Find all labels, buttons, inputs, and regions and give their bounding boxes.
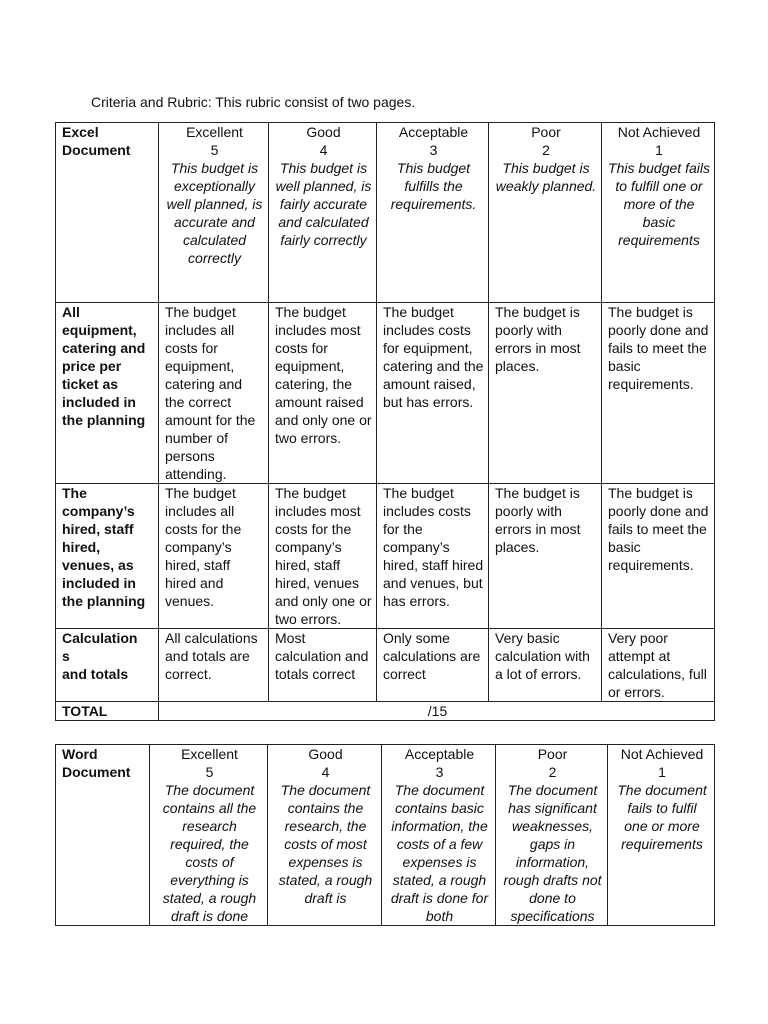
criterion-label: All equipment, catering and price per ticket as included in the planning	[56, 303, 159, 484]
level-score: 2	[548, 764, 557, 780]
level-score: 1	[658, 764, 666, 780]
level-score: 5	[210, 142, 219, 158]
level-poor	[489, 123, 602, 303]
rubric-cell: The budget includes all costs for the company’s hired, staff hired and venues.	[159, 484, 269, 629]
level-name: Poor	[537, 746, 568, 762]
level-name: Good	[306, 124, 341, 140]
level-description: This budget fulfills the requirements.	[390, 160, 477, 212]
criterion-label: Calculation s and totals	[56, 629, 159, 702]
level-name: Acceptable	[404, 746, 475, 762]
total-value: /15	[159, 702, 715, 721]
rubric-cell: All calculations and totals are correct.	[159, 629, 269, 702]
rubric-cell: The budget includes costs for equipment, catering and the amount raised, but has errors.	[377, 303, 489, 484]
criterion-label: The company’s hired, staff hired, venues, as included in the planning	[56, 484, 159, 629]
rubric-cell: The budget is poorly done and fails to meet the basic requirements.	[602, 484, 715, 629]
level-excellent	[159, 123, 269, 303]
level-name: Acceptable	[398, 124, 469, 140]
level-poor	[496, 745, 608, 926]
level-description: The document contains basic information, the costs of a few expenses is stated, a rough draft is done for both	[390, 782, 489, 924]
level-good	[269, 123, 377, 303]
level-acceptable	[377, 123, 489, 303]
rubric-cell: The budget includes most costs for the company’s hired, staff hired, venues and only one or two errors.	[269, 484, 377, 629]
rubric-cell: Very basic calculation with a lot of errors.	[489, 629, 602, 702]
intro-text: Criteria and Rubric: This rubric consist of two pages.	[91, 94, 416, 110]
level-description: The document contains all the research required, the costs of everything is stated, a rough draft is done	[162, 782, 257, 924]
level-description: This budget is weakly planned.	[495, 160, 597, 194]
total-label: TOTAL	[56, 702, 159, 721]
level-score: 3	[435, 764, 444, 780]
level-score: 4	[321, 764, 330, 780]
rubric-cell: The budget is poorly with errors in most places.	[489, 484, 602, 629]
level-description: This budget is well planned, is fairly accurate and calculated fairly correctly	[275, 160, 372, 248]
level-name: Good	[308, 746, 343, 762]
header-row	[56, 123, 715, 303]
level-name: Excellent	[186, 124, 243, 140]
level-not-achieved	[608, 745, 715, 926]
level-good	[268, 745, 382, 926]
excel-rubric-table	[55, 122, 715, 721]
level-name: Excellent	[181, 746, 238, 762]
level-description: This budget fails to fulfill one or more of the basic requirements	[608, 160, 710, 248]
level-description: The document has significant weaknesses, gaps in information, rough drafts not done to specifications	[503, 782, 602, 924]
rubric-row-equipment	[56, 303, 715, 484]
rubric-row-calculations	[56, 629, 715, 702]
rubric-cell: The budget is poorly with errors in most places.	[489, 303, 602, 484]
level-score: 5	[205, 764, 214, 780]
level-name: Not Achieved	[620, 746, 704, 762]
level-score: 4	[319, 142, 328, 158]
level-excellent	[150, 745, 268, 926]
level-description: This budget is exceptionally well planned, is accurate and calculated correctly	[166, 160, 263, 266]
rubric-row-company	[56, 484, 715, 629]
level-name: Not Achieved	[617, 124, 701, 140]
rubric-cell: Only some calculations are correct	[377, 629, 489, 702]
header-row	[56, 745, 715, 926]
criteria-heading: Word Document	[56, 745, 150, 926]
rubric-cell: Very poor attempt at calculations, full or errors.	[602, 629, 715, 702]
level-name: Poor	[531, 124, 561, 140]
level-not-achieved	[602, 123, 715, 303]
level-score: 1	[655, 142, 663, 158]
level-score: 3	[429, 142, 438, 158]
word-rubric-table	[55, 744, 715, 926]
total-row	[56, 702, 715, 721]
rubric-cell: The budget includes costs for the company’s hired, staff hired and venues, but has errors.	[377, 484, 489, 629]
rubric-cell: The budget includes all costs for equipment, catering and the correct amount for the number of persons attending.	[159, 303, 269, 484]
rubric-cell: Most calculation and totals correct	[269, 629, 377, 702]
level-description: The document fails to fulfil one or more requirements	[617, 782, 707, 852]
criteria-heading: Excel Document	[56, 123, 159, 303]
rubric-cell: The budget includes most costs for equipment, catering, the amount raised and only one or two errors.	[269, 303, 377, 484]
rubric-cell: The budget is poorly done and fails to meet the basic requirements.	[602, 303, 715, 484]
level-acceptable	[382, 745, 496, 926]
level-description: The document contains the research, the costs of most expenses is stated, a rough draft is	[278, 782, 373, 906]
level-score: 2	[542, 142, 550, 158]
